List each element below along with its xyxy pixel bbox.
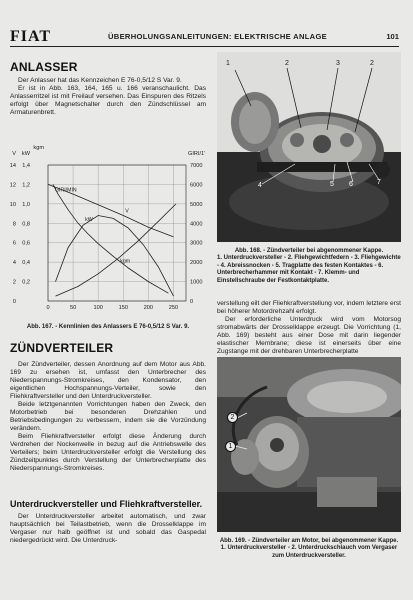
rpm-tick-label: 7000 xyxy=(190,163,203,169)
v-tick-label: 14 xyxy=(10,163,16,169)
x-tick-label: 0 xyxy=(46,305,50,311)
series-label: V xyxy=(125,208,129,215)
anlasser-section xyxy=(10,60,206,117)
paragraph: Beim Fliehkraftversteller erfolgt diese Änderung durch Verdrehen der Nockenwelle in bezug auf die Antriebswelle des Verteilers; beim Unterdruckversteller erfolgt die Verstellung des Zündzeitpunktes durch Verstellung der Unterbrecherplatte des Niederspannungs-Stromkreises. xyxy=(10,433,206,472)
figure-167 xyxy=(10,141,206,321)
callout-2: 2 xyxy=(285,60,289,67)
subheading-unterdruck: Unterdruckversteller und Fliehkraftversteller. xyxy=(10,499,203,509)
rpm-tick-label: 1000 xyxy=(190,279,203,286)
kw-tick-label: 0,2 xyxy=(22,279,30,286)
series-label: kW xyxy=(85,217,93,224)
fiat-logo: FIAT xyxy=(10,28,52,45)
x-tick-label: 150 xyxy=(118,305,128,311)
x-tick-label: 50 xyxy=(69,305,77,311)
section-heading-anlasser: ANLASSER xyxy=(10,60,78,74)
paragraph: Der Unterdruckversteller arbeitet automatisch, und zwar hauptsächlich bei Teilastbetrieb, wenn die Drosselklappe im Vergaser nur halb geöffnet ist und sobald das Gaspedal niedergedrückt wird. Die Unterdruck- xyxy=(10,513,206,544)
v-tick-label: 2 xyxy=(12,279,16,286)
callout-2b: 2 xyxy=(370,60,374,67)
kw-tick-label: 1,2 xyxy=(22,182,30,189)
figure-167-caption: Abb. 167. - Kennlinien des Anlassers E 76-0,5/12 S Var. 9. xyxy=(26,324,190,330)
starter-characteristics-chart xyxy=(10,141,206,321)
right-column-text xyxy=(217,300,401,356)
paragraph: Beide letztgenannten Vorrichtungen haben den Zweck, den Motorbetrieb bei besonderen Drehzahlen und Betriebsbedingungen zu verbessern, indem sie die Vorzündung verändern. xyxy=(10,401,206,432)
paragraph: Der Zündverteiler, dessen Anordnung auf dem Motor aus Abb. 169 zu ersehen ist, umfasst den Unterbrecher des Niederspannungs-Stromkreises, den Kondensator, den eigentlichen Hochspannungs-Verteiler, sowie den Fliehkraftversteller und den Unterdruckversteller. xyxy=(10,361,206,400)
paragraph: Der erforderliche Unterdruck wird vom Motorsog stromabwärts der Drosselklappe erzeugt. Die Vorrichtung (1, Abb. 169) besteht aus einer Dose mit darin liegender elastischer Membrane; diese ist einerseits über eine Zugstange mit der drehbaren Unterbrecherplatte xyxy=(217,316,401,355)
paragraph: Der Anlasser hat das Kennzeichen E 76-0,5/12 S Var. 9. xyxy=(18,77,182,84)
figure-168-caption: Abb. 168. - Zündverteiler bei abgenommener Kappe. 1. Unterdruckversteller - 2. Fliehgewichtfedern - 3. Fliehgewichte - 4. Abreissnocken - 5. Tragplatte des festen Kontaktes - 6. Unterbrecherhammer mit Kontakt - 7. Klemm- und Einstellschraube der Festkontaktplatte. xyxy=(217,248,401,284)
kw-tick-label: 0,8 xyxy=(22,221,30,228)
callout-5: 5 xyxy=(330,181,334,188)
running-head: ÜBERHOLUNGSANLEITUNGEN: ELEKTRISCHE ANLAGE xyxy=(108,32,328,41)
kw-axis-unit: kW xyxy=(21,151,30,157)
kw-tick-label: 1,4 xyxy=(22,163,30,169)
figure-168-photo xyxy=(217,52,401,242)
series-label: kgm xyxy=(120,258,131,265)
x-tick-label: 100 xyxy=(93,305,103,311)
callout-fig169-1: 1 xyxy=(225,441,236,452)
x-tick-label: 200 xyxy=(143,305,154,311)
callout-6: 6 xyxy=(349,181,353,188)
v-tick-label: 6 xyxy=(12,240,16,247)
zuendverteiler-section xyxy=(10,341,206,473)
callout-fig169-2: 2 xyxy=(227,412,238,423)
v-tick-label: 8 xyxy=(12,221,16,228)
kw-tick-label: 0,6 xyxy=(22,240,30,247)
v-tick-label: 0 xyxy=(12,299,16,305)
paragraph: Er ist in Abb. 163, 164, 165 u. 166 veranschaulicht. Das Anlasserritzel ist mit Freilauf versehen. Das Einspuren des Ritzels erfolgt über Magnetschalter durch den Zündschlüssel am Armaturenbrett. xyxy=(10,85,206,116)
callout-4: 4 xyxy=(258,182,262,189)
rpm-tick-label: 4000 xyxy=(190,221,203,228)
rpm-axis-unit: GIRI/1' xyxy=(188,151,206,157)
rpm-tick-label: 3000 xyxy=(190,240,203,247)
section-heading-zuendverteiler: ZÜNDVERTEILER xyxy=(10,341,114,355)
series-line-girimin xyxy=(53,184,168,293)
callout-3: 3 xyxy=(336,60,340,67)
v-tick-label: 4 xyxy=(12,260,16,267)
callout-1: 1 xyxy=(226,60,230,67)
kw-tick-label: 0,4 xyxy=(22,260,30,267)
kw-tick-label: 1,0 xyxy=(22,201,30,208)
kgm-axis-unit: kgm xyxy=(33,145,44,151)
figure-169-caption: Abb. 169. - Zündverteiler am Motor, bei abgenommener Kappe. 1. Unterdruckversteller - 2. Unterdruckschlauch vom Vergaser zum Unterdruckversteller. xyxy=(219,538,399,559)
page-number: 101 xyxy=(386,32,399,41)
series-label: GIRI/MIN xyxy=(55,187,77,194)
paragraph: verstellung eilt der Fliehkraftverstellung vor, indem letztere erst bei höherer Motordrehzahl erfolgt. xyxy=(217,300,401,315)
figure-169-photo xyxy=(217,357,401,532)
page-header xyxy=(10,30,399,47)
rpm-tick-label: 0 xyxy=(190,299,194,305)
x-tick-label: 250 xyxy=(168,305,179,311)
rpm-tick-label: 2000 xyxy=(190,260,203,267)
rpm-tick-label: 6000 xyxy=(190,182,203,189)
rpm-tick-label: 5000 xyxy=(190,201,203,208)
callout-7: 7 xyxy=(377,179,381,186)
v-tick-label: 12 xyxy=(10,182,16,189)
unterdruck-section xyxy=(10,499,206,545)
v-axis-unit: V xyxy=(12,151,16,157)
v-tick-label: 10 xyxy=(10,201,16,208)
